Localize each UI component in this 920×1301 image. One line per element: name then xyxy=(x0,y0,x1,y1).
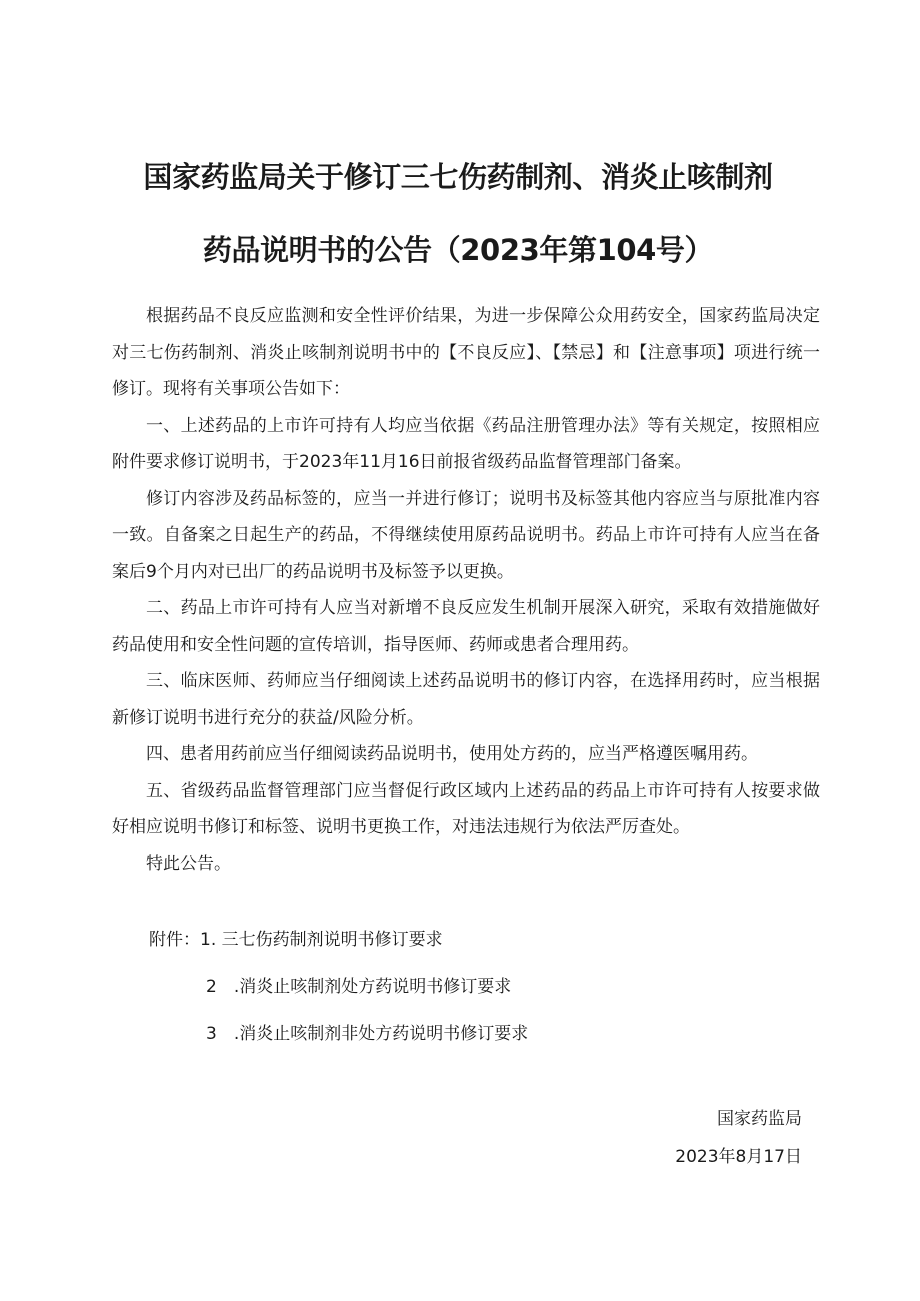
paragraph-item-3: 三、临床医师、药师应当仔细阅读上述药品说明书的修订内容，在选择用药时，应当根据新修订说明书进行充分的获益/风险分析。 xyxy=(112,671,820,728)
paragraph-item-5: 五、省级药品监督管理部门应当督促行政区域内上述药品的药品上市许可持有人按要求做好相应说明书修订和标签、说明书更换工作，对违法违规行为依法严厉查处。 xyxy=(112,780,820,837)
attachment-item-2: 2 .消炎止咳制剂处方药说明书修订要求 xyxy=(206,977,512,997)
paragraph-closing: 特此公告。 xyxy=(146,853,231,874)
attachment-item-1: 附件：1. 三七伤药制剂说明书修订要求 xyxy=(149,930,443,950)
announcement-body xyxy=(112,298,820,882)
issuing-organization: 国家药监局 xyxy=(717,1109,802,1129)
page-title-line-2: 药品说明书的公告（2023年第104号） xyxy=(202,233,714,267)
signature-block xyxy=(675,1100,802,1176)
attachment-item-3: 3 .消炎止咳制剂非处方药说明书修订要求 xyxy=(206,1024,529,1044)
paragraph-intro: 根据药品不良反应监测和安全性评价结果，为进一步保障公众用药安全，国家药监局决定对三七伤药制剂、消炎止咳制剂说明书中的【不良反应】、【禁忌】和【注意事项】项进行统一修订。现将有关事项公告如下： xyxy=(112,306,820,399)
paragraph-item-4: 四、患者用药前应当仔细阅读药品说明书，使用处方药的，应当严格遵医嘱用药。 xyxy=(146,744,758,764)
paragraph-item-1-continued: 修订内容涉及药品标签的，应当一并进行修订；说明书及标签其他内容应当与原批准内容一致。自备案之日起生产的药品，不得继续使用原药品说明书。药品上市许可持有人应当在备案后9个月内对已出厂的药品说明书及标签予以更换。 xyxy=(112,488,820,582)
paragraph-item-1: 一、上述药品的上市许可持有人均应当依据《药品注册管理办法》等有关规定，按照相应附件要求修订说明书，于2023年11月16日前报省级药品监督管理部门备案。 xyxy=(112,415,820,472)
attachments-list xyxy=(149,928,749,1046)
page-title-line-1: 国家药监局关于修订三七伤药制剂、消炎止咳制剂 xyxy=(143,160,773,194)
issue-date: 2023年8月17日 xyxy=(675,1147,802,1167)
paragraph-item-2: 二、药品上市许可持有人应当对新增不良反应发生机制开展深入研究，采取有效措施做好药品使用和安全性问题的宣传培训，指导医师、药师或患者合理用药。 xyxy=(112,598,820,655)
